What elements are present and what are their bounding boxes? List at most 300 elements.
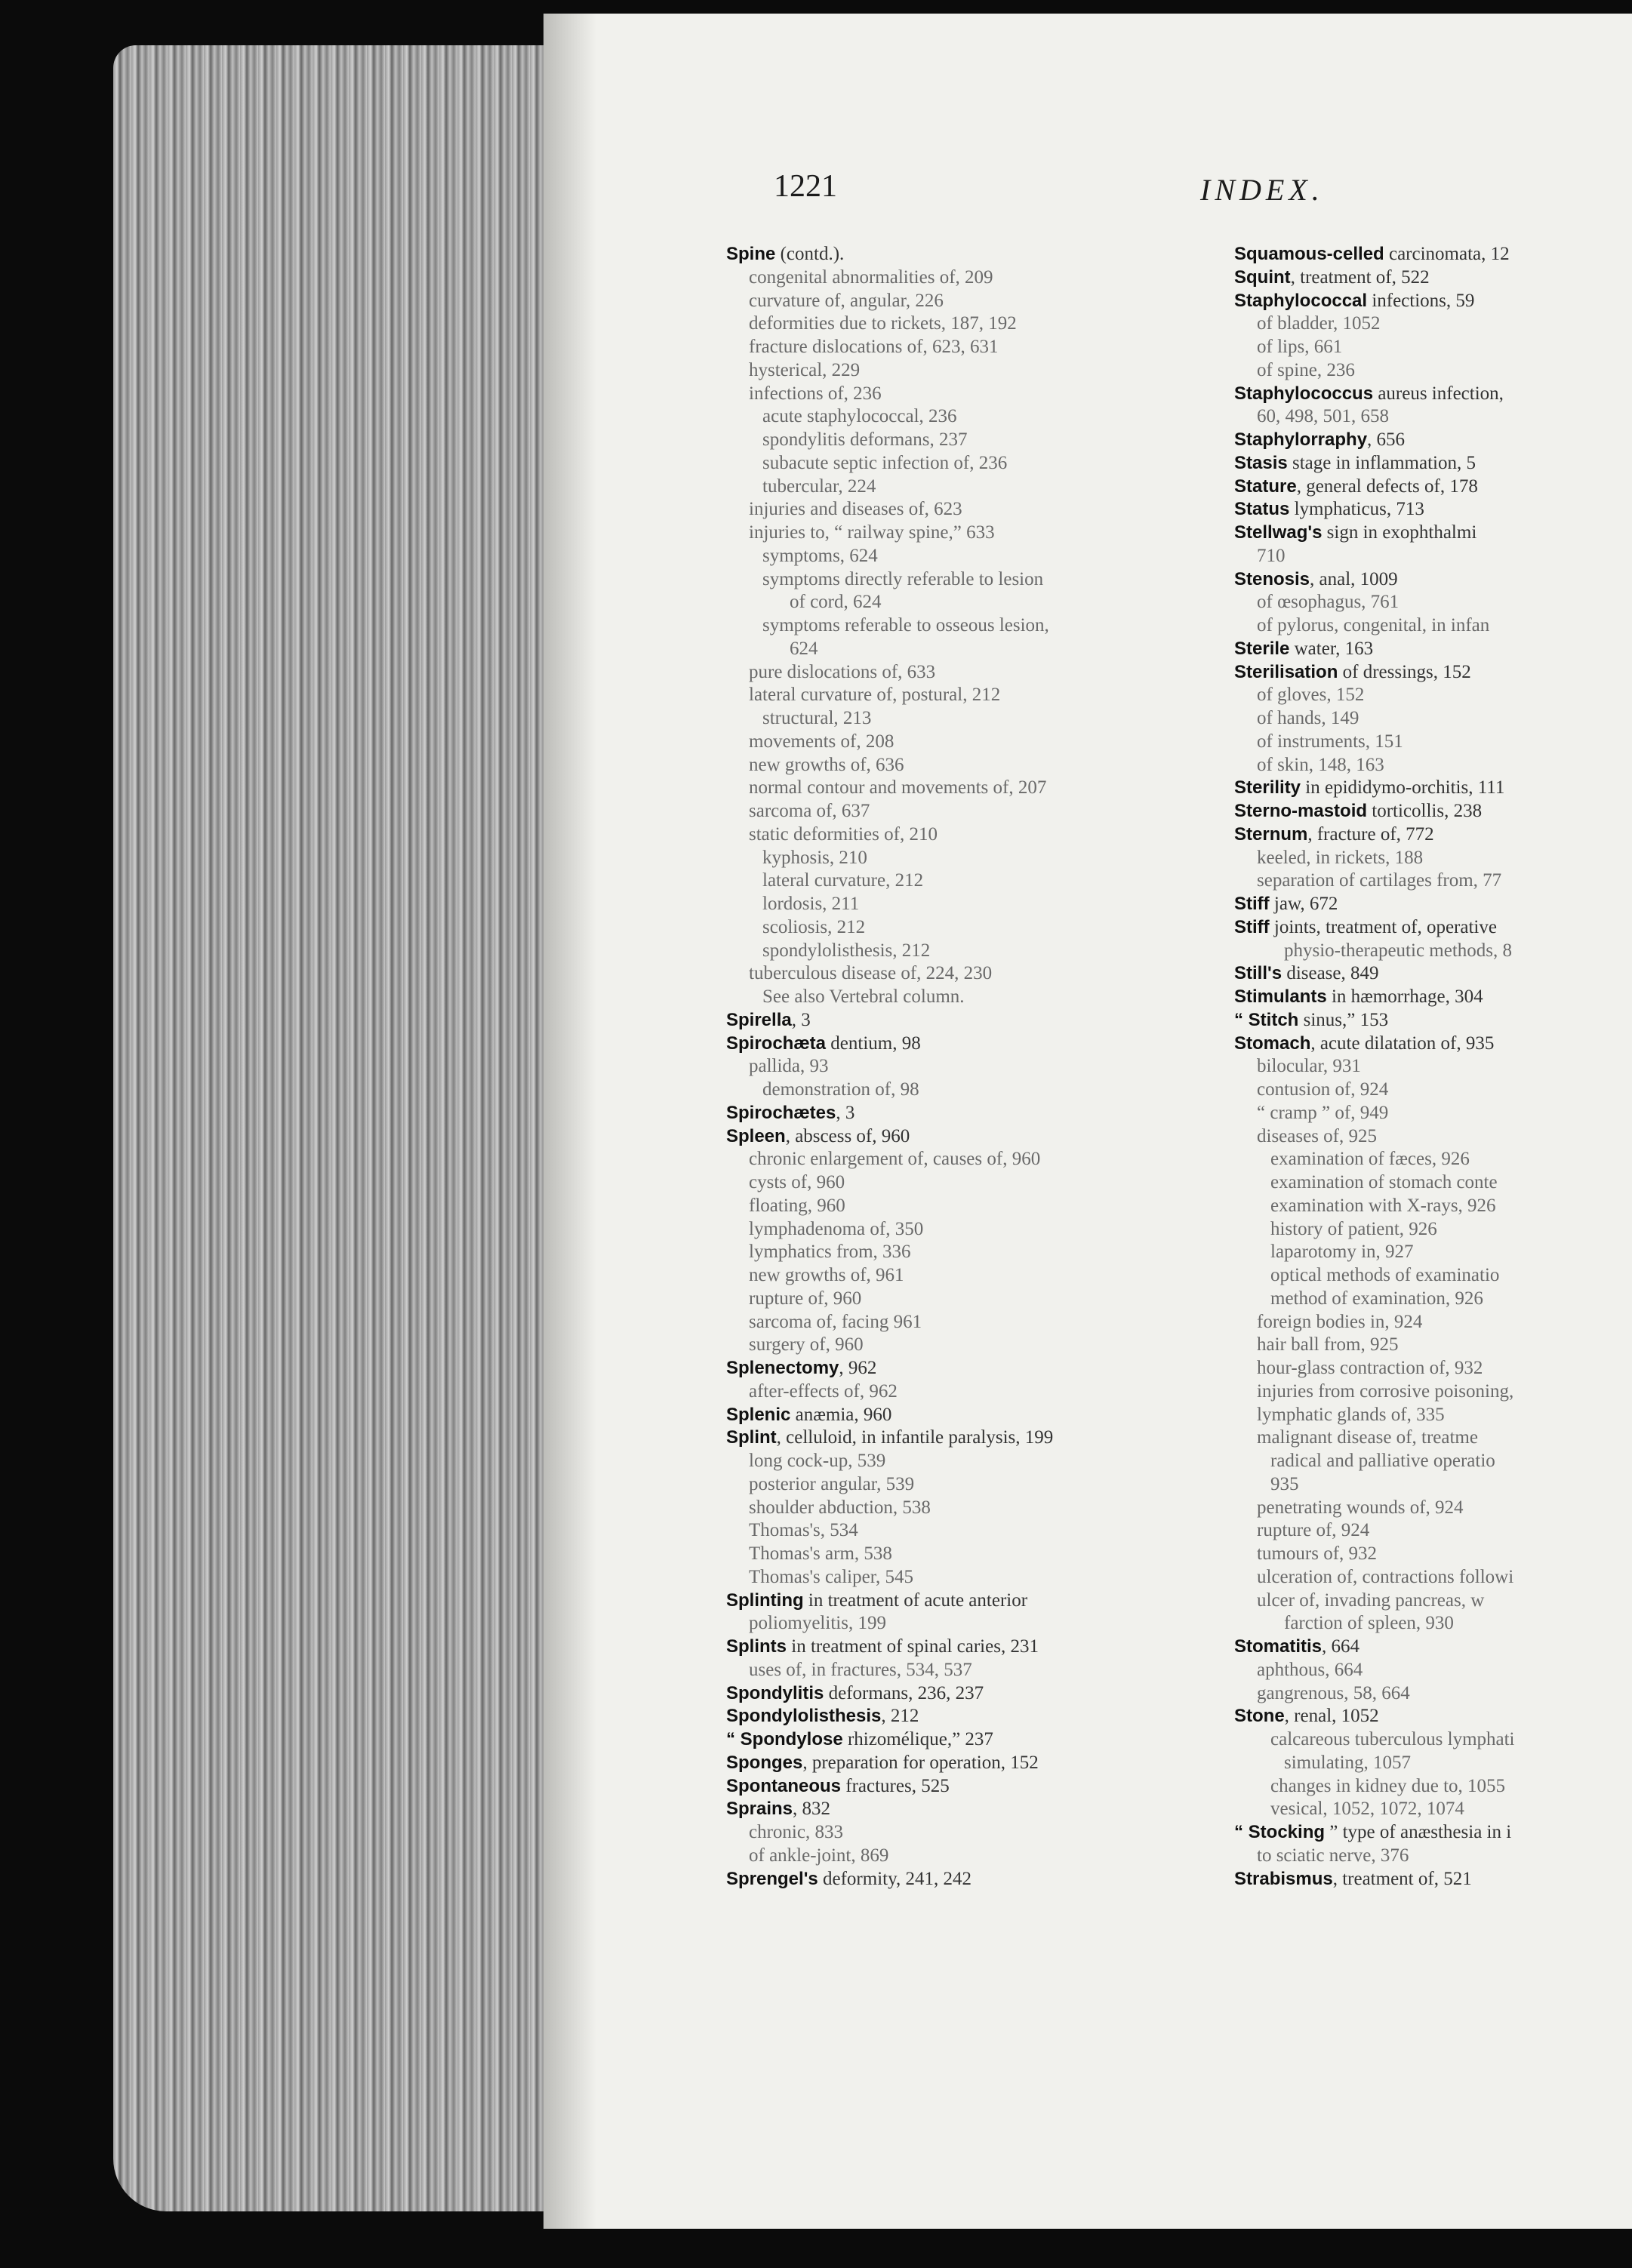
- index-headword: Still's: [1234, 963, 1283, 984]
- index-entry: [726, 707, 1058, 731]
- index-entry-text: of pylorus, congenital, in infan: [1257, 615, 1490, 635]
- book-page: [543, 14, 1632, 2229]
- index-entry: [1234, 754, 1632, 777]
- index-entry-text: ulceration of, contractions followi: [1257, 1566, 1514, 1587]
- index-entry: [1234, 1032, 1632, 1056]
- index-headword: Sterility: [1234, 777, 1301, 799]
- index-entry-text: spondylitis deformans, 237: [762, 429, 968, 450]
- index-entry-text: aureus infection,: [1373, 383, 1504, 404]
- index-entry: [726, 1589, 1058, 1613]
- index-headword: Staphylococcus: [1234, 383, 1374, 404]
- index-entry-text: , fracture of, 772: [1307, 823, 1434, 845]
- index-entry-text: vesical, 1052, 1072, 1074: [1270, 1799, 1464, 1820]
- index-entry: [726, 986, 1058, 1009]
- index-entry: [726, 1009, 1058, 1032]
- index-headword: Staphylococcal: [1234, 290, 1368, 311]
- index-headword: Stimulants: [1234, 986, 1327, 1007]
- index-entry-text: history of patient, 926: [1270, 1218, 1437, 1239]
- index-entry: [726, 1264, 1058, 1288]
- index-headword: Squint: [1234, 266, 1291, 288]
- index-entry: [1234, 359, 1632, 383]
- index-entry: [1234, 591, 1632, 614]
- index-entry-text: , preparation for operation, 152: [802, 1752, 1039, 1773]
- index-headword: Spleen: [726, 1125, 786, 1146]
- index-entry: [726, 1426, 1058, 1450]
- index-entry-text: subacute septic infection of, 236: [762, 452, 1008, 473]
- index-entry: [1234, 707, 1632, 731]
- index-headword: Sterile: [1234, 638, 1290, 659]
- index-entry-text: rhizomélique,” 237: [842, 1729, 993, 1749]
- index-headword: Sprains: [726, 1799, 793, 1820]
- index-entry: [1234, 243, 1632, 266]
- index-column-right: [1234, 243, 1632, 1891]
- index-entry: [726, 916, 1058, 940]
- index-entry: [726, 1032, 1058, 1056]
- index-entry-text: , 3: [791, 1009, 811, 1030]
- index-entry-text: jaw, 672: [1269, 894, 1338, 914]
- index-entry: [726, 800, 1058, 823]
- index-headword: Stiff: [1234, 916, 1270, 937]
- index-entry-text: tumours of, 932: [1257, 1543, 1378, 1564]
- index-entry-text: , 656: [1367, 429, 1406, 450]
- index-entry-text: lordosis, 211: [762, 894, 860, 914]
- index-entry-text: Thomas's caliper, 545: [749, 1566, 914, 1587]
- index-entry: [1234, 638, 1632, 661]
- index-entry-text: lateral curvature, 212: [762, 870, 924, 891]
- index-entry-text: torticollis, 238: [1367, 801, 1483, 821]
- index-headword: Sterno-mastoid: [1234, 801, 1368, 821]
- index-entry: [1234, 847, 1632, 870]
- index-entry: [726, 1497, 1058, 1520]
- index-entry-text: posterior angular, 539: [749, 1473, 915, 1494]
- index-entry-text: , 832: [793, 1799, 831, 1820]
- index-entry: [726, 429, 1058, 452]
- index-entry-text: pallida, 93: [749, 1056, 829, 1077]
- page-number: 1221: [774, 169, 837, 204]
- index-entry-text: , 962: [839, 1358, 877, 1378]
- index-entry: [1234, 800, 1632, 823]
- index-entry-text: rupture of, 960: [749, 1288, 862, 1309]
- index-entry-text: malignant disease of, treatme: [1257, 1427, 1478, 1448]
- index-headword: Spirella: [726, 1009, 792, 1030]
- index-entry-text: movements of, 208: [749, 731, 895, 752]
- index-entry-text: , treatment of, 522: [1290, 266, 1430, 288]
- index-entry-text: examination of fæces, 926: [1270, 1149, 1470, 1170]
- index-entry-text: of œsophagus, 761: [1257, 592, 1400, 613]
- index-entry-text: lymphaticus, 713: [1289, 499, 1424, 520]
- index-entry-text: water, 163: [1289, 638, 1374, 659]
- index-entry-text: in treatment of acute anterior: [803, 1589, 1028, 1611]
- index-headword: Sterilisation: [1234, 661, 1338, 682]
- index-entry-text: hysterical, 229: [749, 359, 861, 380]
- index-entry-text: rupture of, 924: [1257, 1520, 1370, 1541]
- index-entry-text: Thomas's, 534: [749, 1520, 858, 1541]
- index-entry-text: structural, 213: [762, 708, 872, 728]
- index-entry-text: 710: [1257, 545, 1286, 566]
- index-entry: [1234, 1705, 1632, 1728]
- index-entry-text: foreign bodies in, 924: [1257, 1311, 1423, 1332]
- index-entry: [1234, 1868, 1632, 1891]
- index-entry: [1234, 1497, 1632, 1520]
- index-entry-text: simulating, 1057: [1284, 1752, 1412, 1773]
- index-entry-text: surgery of, 960: [749, 1334, 864, 1356]
- index-entry-text: fractures, 525: [841, 1775, 950, 1796]
- index-entry: [726, 1357, 1058, 1380]
- index-entry: [726, 1404, 1058, 1427]
- index-entry: [726, 383, 1058, 406]
- index-entry: [726, 290, 1058, 313]
- index-entry: [1234, 266, 1632, 290]
- index-entry: [726, 452, 1058, 475]
- index-entry: [726, 1311, 1058, 1334]
- index-entry-text: uses of, in fractures, 534, 537: [749, 1659, 972, 1680]
- index-headword: “ Spondylose: [726, 1729, 843, 1749]
- index-entry-text: deformity, 241, 242: [818, 1868, 972, 1889]
- index-entry: [1234, 1821, 1632, 1845]
- index-entry-text: gangrenous, 58, 664: [1257, 1682, 1410, 1703]
- index-entry: [726, 1055, 1058, 1079]
- index-entry: [1234, 1426, 1632, 1450]
- index-entry-text: (contd.).: [775, 244, 845, 264]
- index-entry-text: radical and palliative operatio: [1270, 1451, 1495, 1471]
- gutter-shadow: [543, 14, 596, 2229]
- index-entry: [726, 1798, 1058, 1821]
- index-headword: Strabismus: [1234, 1868, 1333, 1889]
- index-entry-text: , 212: [881, 1706, 919, 1727]
- index-entry: [726, 1775, 1058, 1799]
- index-entry: [726, 869, 1058, 893]
- index-entry: [1234, 1009, 1632, 1032]
- index-entry-text: hour-glass contraction of, 932: [1257, 1358, 1483, 1378]
- index-entry-text: lymphatics from, 336: [749, 1242, 911, 1263]
- index-headword: “ Stitch: [1234, 1009, 1299, 1030]
- index-entry-text: after-effects of, 962: [749, 1380, 898, 1402]
- index-entry-text: deformities due to rickets, 187, 192: [749, 313, 1017, 334]
- index-entry-text: symptoms referable to osseous lesion,: [762, 615, 1049, 635]
- index-entry: [726, 1171, 1058, 1195]
- index-entry-text: in treatment of spinal caries, 231: [787, 1636, 1039, 1657]
- index-entry: [726, 1195, 1058, 1218]
- index-entry: [1234, 498, 1632, 522]
- index-entry: [1234, 312, 1632, 336]
- index-entry: [726, 1241, 1058, 1264]
- index-entry: [726, 638, 1058, 661]
- index-entry-text: static deformities of, 210: [749, 823, 938, 845]
- index-headword: Splenic: [726, 1404, 791, 1425]
- index-entry: [1234, 962, 1632, 986]
- index-entry-text: chronic enlargement of, causes of, 960: [749, 1149, 1041, 1170]
- index-headword: Stone: [1234, 1706, 1285, 1727]
- index-entry: [1234, 1589, 1632, 1613]
- index-entry: [1234, 1264, 1632, 1288]
- index-entry-text: 935: [1270, 1473, 1299, 1494]
- index-entry-text: anæmia, 960: [790, 1404, 892, 1425]
- index-entry: [726, 1473, 1058, 1497]
- index-entry: [1234, 1102, 1632, 1125]
- index-entry: [726, 754, 1058, 777]
- index-entry: [726, 614, 1058, 638]
- index-entry-text: of spine, 236: [1257, 359, 1355, 380]
- index-headword: Stomach: [1234, 1032, 1311, 1054]
- index-entry: [726, 823, 1058, 847]
- index-entry: [1234, 1845, 1632, 1868]
- running-head: INDEX.: [1200, 173, 1324, 207]
- index-entry: [1234, 1357, 1632, 1380]
- index-entry-text: “ cramp ” of, 949: [1257, 1102, 1389, 1123]
- index-entry-text: stage in inflammation, 5: [1287, 452, 1476, 473]
- index-entry: [726, 1334, 1058, 1357]
- index-entry: [726, 1519, 1058, 1543]
- index-entry: [1234, 336, 1632, 359]
- index-entry: [1234, 1171, 1632, 1195]
- index-headword: Sprengel's: [726, 1868, 818, 1889]
- index-entry-text: tuberculous disease of, 224, 230: [749, 963, 993, 984]
- index-entry: [726, 1125, 1058, 1149]
- index-entry-text: , 3: [836, 1102, 855, 1123]
- index-entry-text: , treatment of, 521: [1332, 1868, 1472, 1889]
- index-entry: [1234, 661, 1632, 685]
- book-page-edges: [113, 45, 543, 2211]
- index-entry-text: of skin, 148, 163: [1257, 754, 1384, 775]
- index-headword: Stasis: [1234, 452, 1288, 473]
- index-headword: Stomatitis: [1234, 1636, 1323, 1657]
- index-entry-text: curvature of, angular, 226: [749, 290, 944, 311]
- index-entry-text: infections, 59: [1367, 290, 1475, 311]
- index-entry: [1234, 1380, 1632, 1404]
- index-entry: [726, 1682, 1058, 1706]
- index-entry-text: infections of, 236: [749, 383, 882, 404]
- index-entry: [726, 243, 1058, 266]
- index-entry-text: acute staphylococcal, 236: [762, 406, 957, 427]
- index-entry-text: demonstration of, 98: [762, 1079, 919, 1100]
- index-entry-text: scoliosis, 212: [762, 916, 866, 937]
- index-entry: [1234, 893, 1632, 916]
- index-entry-text: lateral curvature of, postural, 212: [749, 685, 1001, 706]
- index-entry: [1234, 1148, 1632, 1171]
- index-entry: [1234, 290, 1632, 313]
- index-entry-text: method of examination, 926: [1270, 1288, 1483, 1309]
- index-entry-text: sinus,” 153: [1298, 1009, 1389, 1030]
- index-entry: [1234, 1659, 1632, 1682]
- index-headword: Stature: [1234, 475, 1297, 497]
- index-column-left: [726, 243, 1058, 1891]
- index-entry-text: penetrating wounds of, 924: [1257, 1497, 1464, 1518]
- index-entry-text: new growths of, 636: [749, 754, 904, 775]
- index-entry-text: to sciatic nerve, 376: [1257, 1845, 1409, 1866]
- index-entry-text: , abscess of, 960: [785, 1125, 910, 1146]
- index-entry: [726, 1380, 1058, 1404]
- index-entry-text: of hands, 149: [1257, 708, 1359, 728]
- index-entry: [726, 312, 1058, 336]
- index-entry: [1234, 684, 1632, 707]
- index-entry: [1234, 1055, 1632, 1079]
- index-entry-text: bilocular, 931: [1257, 1056, 1361, 1077]
- index-entry: [726, 1868, 1058, 1891]
- index-entry-text: , anal, 1009: [1310, 568, 1398, 589]
- index-entry: [726, 1218, 1058, 1242]
- index-entry: [726, 568, 1058, 592]
- index-entry-text: See also Vertebral column.: [762, 986, 965, 1007]
- index-entry: [1234, 1682, 1632, 1706]
- index-entry-text: , 664: [1322, 1636, 1360, 1657]
- index-entry-text: , acute dilatation of, 935: [1310, 1032, 1495, 1054]
- index-entry-text: dentium, 98: [826, 1032, 921, 1054]
- index-entry-text: , celluloid, in infantile paralysis, 199: [776, 1427, 1054, 1448]
- index-entry-text: deformans, 236, 237: [824, 1682, 984, 1703]
- index-entry: [726, 847, 1058, 870]
- index-entry: [726, 405, 1058, 429]
- index-headword: “ Stocking: [1234, 1822, 1326, 1842]
- index-entry-text: lymphadenoma of, 350: [749, 1218, 924, 1239]
- index-entry: [1234, 1195, 1632, 1218]
- index-entry-text: changes in kidney due to, 1055: [1270, 1775, 1506, 1796]
- index-entry-text: ” type of anæsthesia in i: [1325, 1822, 1512, 1842]
- index-entry-text: chronic, 833: [749, 1822, 843, 1842]
- index-entry-text: shoulder abduction, 538: [749, 1497, 931, 1518]
- index-entry-text: congenital abnormalities of, 209: [749, 266, 993, 288]
- index-headword: Staphylorraphy: [1234, 429, 1368, 450]
- index-entry-text: normal contour and movements of, 207: [749, 777, 1047, 799]
- index-entry: [1234, 823, 1632, 847]
- index-entry-text: long cock-up, 539: [749, 1451, 886, 1471]
- index-headword: Squamous-celled: [1234, 244, 1384, 264]
- index-entry-text: 624: [790, 638, 818, 659]
- index-entry-text: diseases of, 925: [1257, 1125, 1377, 1146]
- index-entry: [726, 940, 1058, 963]
- index-entry: [1234, 916, 1632, 940]
- index-entry-text: hair ball from, 925: [1257, 1334, 1399, 1356]
- index-headword: Stenosis: [1234, 568, 1310, 589]
- index-entry-text: sarcoma of, 637: [749, 801, 870, 821]
- index-entry: [726, 1450, 1058, 1473]
- index-entry: [1234, 1775, 1632, 1799]
- index-entry: [726, 1079, 1058, 1102]
- index-entry: [726, 777, 1058, 800]
- index-entry-text: of cord, 624: [790, 592, 882, 613]
- index-entry: [1234, 1636, 1632, 1659]
- index-entry-text: of dressings, 152: [1338, 661, 1471, 682]
- index-entry-text: examination with X-rays, 926: [1270, 1195, 1496, 1216]
- index-entry: [1234, 1519, 1632, 1543]
- index-entry: [1234, 545, 1632, 568]
- index-entry: [1234, 869, 1632, 893]
- index-entry-text: disease, 849: [1282, 963, 1379, 984]
- index-entry: [1234, 475, 1632, 499]
- index-entry: [1234, 1566, 1632, 1589]
- index-entry: [1234, 1288, 1632, 1311]
- index-entry-text: poliomyelitis, 199: [749, 1613, 886, 1634]
- index-entry: [1234, 1543, 1632, 1566]
- index-headword: Spondylolisthesis: [726, 1706, 882, 1727]
- index-entry-text: of gloves, 152: [1257, 685, 1365, 706]
- index-entry: [1234, 1125, 1632, 1149]
- index-entry-text: lymphatic glands of, 335: [1257, 1404, 1445, 1425]
- index-entry: [726, 1612, 1058, 1636]
- index-headword: Spirochæta: [726, 1032, 827, 1054]
- index-entry-text: injuries to, “ railway spine,” 633: [749, 522, 995, 543]
- index-entry: [726, 359, 1058, 383]
- index-entry: [726, 1728, 1058, 1752]
- index-entry-text: separation of cartilages from, 77: [1257, 870, 1502, 891]
- index-entry: [1234, 777, 1632, 800]
- index-entry: [726, 1566, 1058, 1589]
- index-entry-text: injuries from corrosive poisoning,: [1257, 1380, 1514, 1402]
- index-headword: Status: [1234, 499, 1290, 520]
- index-entry: [726, 684, 1058, 707]
- index-entry: [1234, 1728, 1632, 1752]
- index-entry: [726, 1288, 1058, 1311]
- index-entry-text: new growths of, 961: [749, 1265, 904, 1285]
- index-entry: [726, 545, 1058, 568]
- index-entry: [1234, 1334, 1632, 1357]
- index-entry: [726, 591, 1058, 614]
- index-entry: [1234, 522, 1632, 545]
- index-entry-text: of instruments, 151: [1257, 731, 1403, 752]
- index-entry: [1234, 614, 1632, 638]
- index-entry-text: symptoms, 624: [762, 545, 878, 566]
- index-entry: [1234, 1612, 1632, 1636]
- index-entry: [726, 266, 1058, 290]
- index-headword: Splints: [726, 1636, 787, 1657]
- index-entry-text: carcinomata, 12: [1384, 244, 1510, 264]
- index-entry-text: floating, 960: [749, 1195, 845, 1216]
- index-entry: [726, 1821, 1058, 1845]
- index-entry-text: examination of stomach conte: [1270, 1172, 1498, 1192]
- index-entry: [1234, 1218, 1632, 1242]
- index-entry: [726, 962, 1058, 986]
- index-entry-text: laparotomy in, 927: [1270, 1242, 1414, 1263]
- index-headword: Splinting: [726, 1589, 804, 1611]
- index-entry: [1234, 731, 1632, 754]
- index-entry: [726, 1102, 1058, 1125]
- index-entry: [1234, 429, 1632, 452]
- index-entry-text: of lips, 661: [1257, 337, 1343, 357]
- index-entry: [1234, 1404, 1632, 1427]
- index-entry: [726, 893, 1058, 916]
- index-entry-text: spondylolisthesis, 212: [762, 940, 931, 961]
- index-entry-text: cysts of, 960: [749, 1172, 845, 1192]
- index-entry-text: injuries and diseases of, 623: [749, 499, 962, 520]
- index-headword: Stiff: [1234, 894, 1270, 914]
- index-entry: [726, 1659, 1058, 1682]
- index-headword: Spondylitis: [726, 1682, 824, 1703]
- index-headword: Sponges: [726, 1752, 803, 1773]
- index-entry-text: in epididymo-orchitis, 111: [1301, 777, 1505, 799]
- index-entry-text: calcareous tuberculous lymphati: [1270, 1729, 1515, 1749]
- index-headword: Spontaneous: [726, 1775, 842, 1796]
- index-entry-text: Thomas's arm, 538: [749, 1543, 892, 1564]
- index-entry-text: 60, 498, 501, 658: [1257, 406, 1389, 427]
- index-entry: [1234, 1311, 1632, 1334]
- index-headword: Stellwag's: [1234, 522, 1323, 543]
- index-entry: [726, 1705, 1058, 1728]
- index-entry: [726, 1148, 1058, 1171]
- index-entry: [726, 336, 1058, 359]
- index-entry: [726, 1845, 1058, 1868]
- index-entry: [1234, 940, 1632, 963]
- index-entry-text: farction of spleen, 930: [1284, 1613, 1454, 1634]
- index-entry-text: tubercular, 224: [762, 475, 876, 497]
- index-entry-text: fracture dislocations of, 623, 631: [749, 337, 999, 357]
- index-entry-text: kyphosis, 210: [762, 847, 867, 868]
- index-entry: [726, 498, 1058, 522]
- index-entry: [1234, 405, 1632, 429]
- index-entry: [726, 1543, 1058, 1566]
- index-entry-text: in hæmorrhage, 304: [1326, 986, 1483, 1007]
- index-entry: [1234, 1079, 1632, 1102]
- index-headword: Sternum: [1234, 823, 1308, 845]
- index-entry-text: of ankle-joint, 869: [749, 1845, 889, 1866]
